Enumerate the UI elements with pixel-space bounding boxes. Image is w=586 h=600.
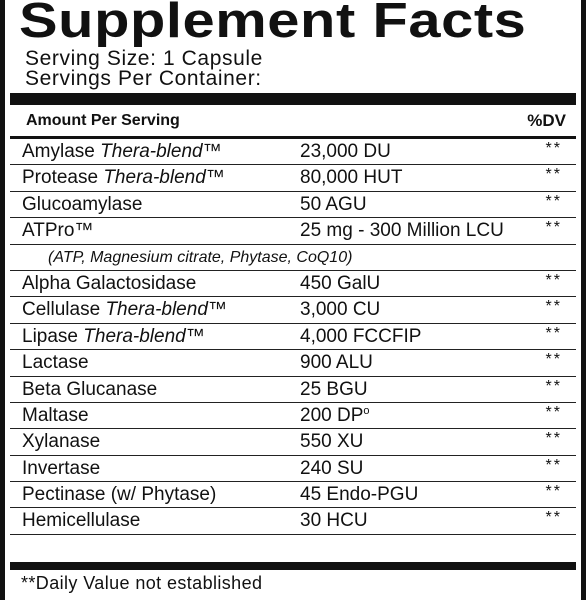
ingredient-dv: **: [545, 192, 562, 210]
ingredient-amount-text: 23,000 DU: [300, 141, 391, 162]
ingredient-name-text: ATPro™: [22, 220, 94, 242]
ingredient-name-text: Hemicellulase: [22, 510, 141, 532]
ingredient-dv: **: [545, 483, 562, 501]
ingredient-amount: [300, 218, 504, 244]
ingredient-amount-text: 30 HCU: [300, 510, 368, 532]
ingredient-name: [22, 324, 205, 350]
ingredient-dv: **: [545, 140, 562, 157]
ingredient-row: [10, 429, 576, 455]
ingredient-name: [22, 456, 100, 482]
ingredient-amount-text: 3,000 CU: [300, 299, 381, 321]
ingredient-name-text: Invertase: [22, 457, 101, 479]
ingredient-name-text: Maltase: [22, 404, 89, 426]
ingredient-name-text: Lipase: [22, 325, 84, 347]
ingredient-row: [10, 165, 576, 191]
ingredient-dv: **: [545, 377, 562, 395]
ingredient-amount: [300, 139, 391, 165]
ingredient-name: [22, 218, 93, 244]
ingredient-name: [22, 482, 216, 508]
ingredient-dv: **: [545, 509, 562, 527]
ingredient-name-text: Xylanase: [22, 431, 101, 453]
ingredient-amount: [300, 165, 402, 191]
ingredient-dv: **: [545, 219, 562, 237]
ingredient-name-text: Amylase: [22, 141, 101, 162]
table-header: [10, 106, 576, 139]
ingredient-dv: **: [545, 166, 562, 184]
ingredient-blend: Thera-blend™: [100, 141, 222, 162]
ingredient-name-text: Lactase: [22, 352, 89, 374]
ingredient-amount-superscript: o: [363, 404, 370, 417]
ingredient-blend: Thera-blend™: [83, 325, 205, 347]
bottom-divider-bar: [10, 562, 576, 570]
ingredient-name-text: Cellulase: [22, 299, 106, 321]
ingredient-row: [10, 271, 576, 297]
ingredient-name: [22, 271, 196, 297]
ingredient-subrow: [10, 245, 576, 271]
ingredient-name: [22, 297, 227, 323]
servings-per-container: Servings Per Container:: [25, 67, 262, 90]
ingredient-row: [10, 508, 576, 534]
ingredient-amount-text: 25 mg - 300 Million LCU: [300, 220, 504, 242]
ingredient-amount: [300, 324, 421, 350]
ingredient-amount-text: 80,000 HUT: [300, 167, 403, 189]
ingredient-amount-text: 25 BGU: [300, 378, 368, 400]
ingredient-amount: [300, 403, 370, 429]
ingredient-name: [22, 350, 89, 376]
ingredient-amount-text: 550 XU: [300, 431, 364, 453]
ingredient-amount: [300, 508, 368, 534]
ingredient-row: [10, 377, 576, 403]
ingredient-amount: [300, 297, 380, 323]
ingredient-dv: **: [545, 298, 562, 316]
ingredient-row: [10, 139, 576, 165]
daily-value-label: %DV: [527, 111, 566, 130]
ingredient-amount: [300, 482, 418, 508]
ingredient-row: [10, 297, 576, 323]
ingredient-dv: **: [545, 271, 562, 289]
ingredient-row: [10, 192, 576, 218]
ingredient-dv: **: [545, 351, 562, 369]
ingredient-amount-text: 900 ALU: [300, 352, 373, 374]
ingredient-amount-text: 450 GalU: [300, 272, 381, 294]
ingredient-amount-text: 4,000 FCCFIP: [300, 325, 422, 347]
top-divider-bar: [10, 93, 576, 105]
ingredient-name: [22, 429, 100, 455]
ingredient-amount: [300, 377, 368, 403]
ingredient-name-text: Alpha Galactosidase: [22, 272, 197, 294]
panel-title: Supplement Facts: [19, 0, 527, 48]
ingredient-amount: [300, 429, 363, 455]
ingredient-amount-text: 240 SU: [300, 457, 364, 479]
ingredient-name-text: Pectinase (w/ Phytase): [22, 484, 217, 506]
ingredient-name-text: Glucoamylase: [22, 193, 143, 215]
amount-per-serving-label: Amount Per Serving: [26, 112, 180, 129]
ingredient-dv: **: [545, 403, 562, 421]
ingredient-name-text: Beta Glucanase: [22, 378, 158, 400]
ingredient-row: [10, 456, 576, 482]
ingredient-name: [22, 508, 140, 534]
ingredient-table: [10, 139, 576, 535]
ingredient-amount: [300, 456, 363, 482]
ingredient-row: [10, 324, 576, 350]
ingredient-row: [10, 482, 576, 508]
ingredient-blend: Thera-blend™: [103, 167, 225, 189]
ingredient-name: [22, 165, 225, 191]
ingredient-row: [10, 350, 576, 376]
footnote: **Daily Value not established: [21, 573, 263, 593]
ingredient-dv: **: [545, 324, 562, 342]
ingredient-amount-text: 45 Endo-PGU: [300, 484, 419, 506]
serving-size: Serving Size: 1 Capsule: [25, 47, 263, 70]
ingredient-row: [10, 403, 576, 429]
ingredient-amount-text: 50 AGU: [300, 193, 367, 215]
ingredient-sub-text: (ATP, Magnesium citrate, Phytase, CoQ10): [48, 248, 353, 266]
ingredient-amount-text: 200 DP: [300, 404, 364, 426]
ingredient-name: [22, 403, 89, 429]
ingredient-blend: Thera-blend™: [105, 299, 227, 321]
ingredient-name-text: Protease: [22, 167, 104, 189]
ingredient-amount: [300, 192, 367, 218]
ingredient-name: [22, 192, 142, 218]
ingredient-row: [10, 218, 576, 244]
ingredient-amount: [300, 271, 380, 297]
ingredient-dv: **: [545, 430, 562, 448]
ingredient-name: [22, 139, 222, 165]
ingredient-name: [22, 377, 157, 403]
ingredient-dv: **: [545, 456, 562, 474]
ingredient-amount: [300, 350, 373, 376]
